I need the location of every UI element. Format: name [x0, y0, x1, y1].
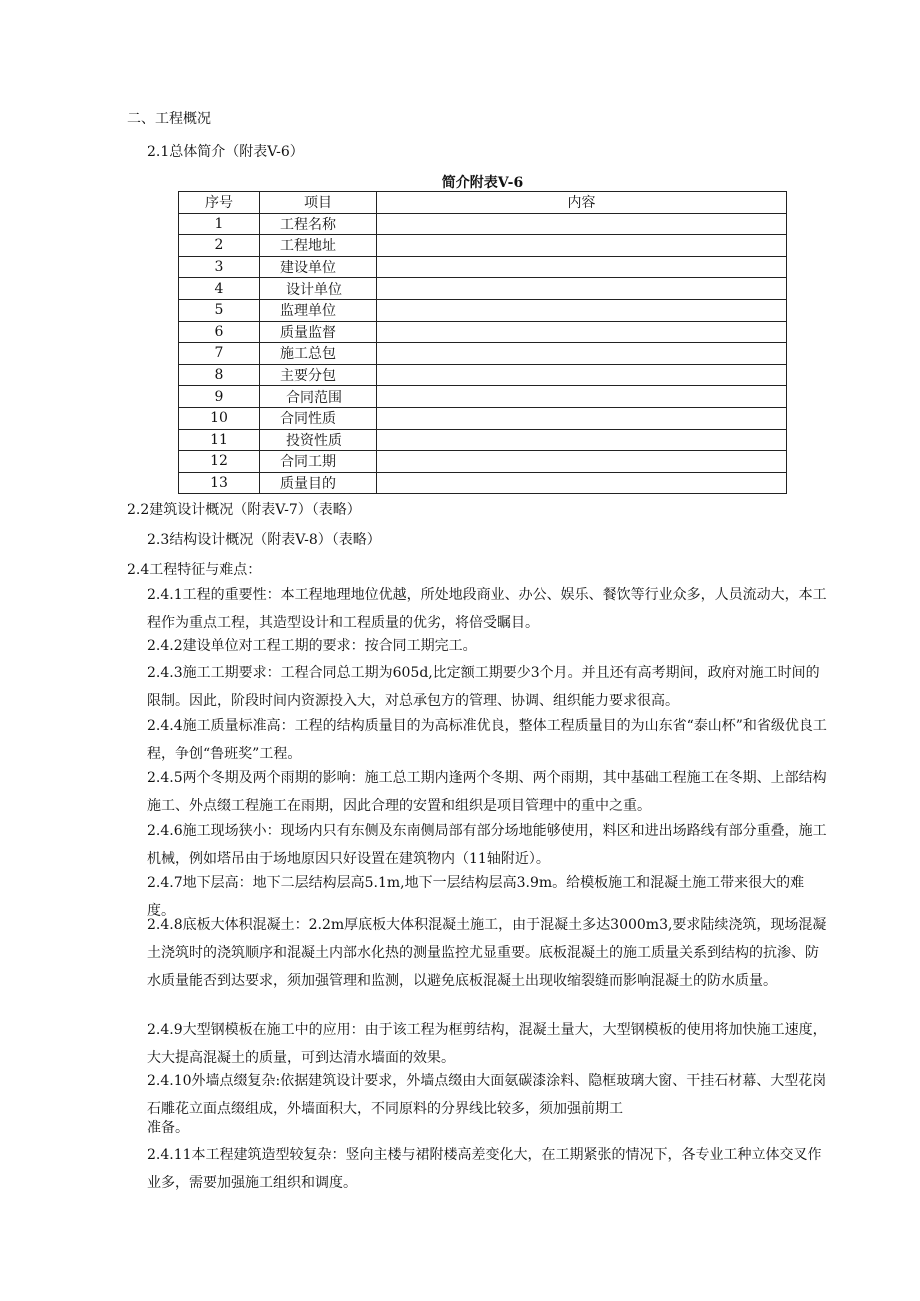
paragraph-2-4-8: 2.4.8底板大体积混凝土：2.2m厚底板大体积混凝土施工，由于混凝土多达3000m3,要求陆续浇筑，现场混凝土浇筑时的浇筑顺序和混凝土内部水化热的测量监控尤显重要。底板混凝土的施工质量关系到结构的抗渗、防水质量能否到达要求，须加强管理和监测，以避免底板混凝土出现收缩裂缝而影响混凝土的防水质量。	[147, 917, 827, 989]
table-row	[179, 299, 787, 321]
row-number: 13	[179, 472, 260, 494]
table-row	[179, 364, 787, 386]
paragraph-2-4-5: 2.4.5两个冬期及两个雨期的影响：施工总工期内逢两个冬期、两个雨期，其中基础工程施工在冬期、上部结构施工、外点缀工程施工在雨期，因此合理的安置和组织是项目管理中的重中之重。	[147, 770, 827, 814]
table-caption: 简介附表V-6	[441, 175, 524, 191]
row-number: 11	[179, 429, 260, 451]
table-row	[179, 278, 787, 300]
row-item: 合同性质	[260, 407, 377, 429]
row-item: 合同范围	[260, 386, 377, 408]
row-item: 投资性质	[260, 429, 377, 451]
row-content	[377, 278, 787, 300]
row-content	[377, 386, 787, 408]
row-item: 设计单位	[260, 278, 377, 300]
row-number: 5	[179, 299, 260, 321]
table-row	[179, 256, 787, 278]
row-item: 工程地址	[260, 235, 377, 257]
paragraph-2-4-2: 2.4.2建设单位对工程工期的要求：按合同工期完工。	[147, 638, 477, 654]
table-row	[179, 343, 787, 365]
row-content	[377, 213, 787, 235]
row-item: 质量目的	[260, 472, 377, 494]
subsection-2-3-title: 2.3结构设计概况（附表V-8）（表略）	[147, 532, 381, 548]
paragraph-2-4-10: 2.4.10外墙点缀复杂:依据建筑设计要求，外墙点缀由大面氨碳漆涂料、隐框玻璃大窗、干挂石材幕、大型花岗石雕花立面点缀组成，外墙面积大，不同原料的分界线比较多，须加强前期工	[147, 1073, 827, 1117]
header-content: 内容	[377, 192, 787, 214]
paragraph-2-4-6: 2.4.6施工现场狭小：现场内只有东侧及东南侧局部有部分场地能够使用，料区和进出场路线有部分重叠，施工机械，例如塔吊由于场地原因只好设置在建筑物内（11轴附近）。	[147, 823, 827, 867]
subsection-2-2-title: 2.2建筑设计概况（附表V-7）（表略）	[127, 502, 361, 518]
row-number: 12	[179, 451, 260, 473]
row-number: 6	[179, 321, 260, 343]
row-content	[377, 256, 787, 278]
row-content	[377, 235, 787, 257]
row-item: 施工总包	[260, 343, 377, 365]
table-row	[179, 472, 787, 494]
row-number: 9	[179, 386, 260, 408]
brief-table	[178, 191, 787, 494]
subsection-2-1-title: 2.1总体简介（附表V-6）	[147, 144, 304, 160]
header-item: 项目	[260, 192, 377, 214]
table-row	[179, 386, 787, 408]
row-content	[377, 407, 787, 429]
row-item: 建设单位	[260, 256, 377, 278]
table-row	[179, 451, 787, 473]
row-content	[377, 299, 787, 321]
row-content	[377, 364, 787, 386]
row-item: 合同工期	[260, 451, 377, 473]
table-row	[179, 213, 787, 235]
table-row	[179, 321, 787, 343]
paragraph-2-4-7: 2.4.7地下层高：地下二层结构层高5.1m,地下一层结构层高3.9m。给模板施工和混凝土施工带来很大的难度。	[147, 875, 805, 919]
paragraph-2-4-1: 2.4.1工程的重要性：本工程地理地位优越，所处地段商业、办公、娱乐、餐饮等行业众多，人员流动大，本工程作为重点工程，其造型设计和工程质量的优劣，将倍受瞩目。	[147, 587, 827, 631]
row-content	[377, 429, 787, 451]
row-content	[377, 451, 787, 473]
row-item: 监理单位	[260, 299, 377, 321]
row-item: 质量监督	[260, 321, 377, 343]
row-number: 1	[179, 213, 260, 235]
row-content	[377, 343, 787, 365]
row-item: 工程名称	[260, 213, 377, 235]
table-row	[179, 429, 787, 451]
table-header-row	[179, 192, 787, 214]
table-row	[179, 407, 787, 429]
row-number: 2	[179, 235, 260, 257]
row-content	[377, 321, 787, 343]
paragraph-2-4-11: 2.4.11本工程建筑造型较复杂：竖向主楼与裙附楼高差变化大，在工期紧张的情况下，各专业工种立体交叉作业多，需要加强施工组织和调度。	[147, 1147, 822, 1191]
row-content	[377, 472, 787, 494]
paragraph-2-4-9: 2.4.9大型钢模板在施工中的应用：由于该工程为框剪结构，混凝土量大，大型钢模板的使用将加快施工速度，大大提高混凝土的质量，可到达清水墙面的效果。	[147, 1022, 827, 1066]
section-title: 二、工程概况	[127, 111, 211, 127]
row-number: 3	[179, 256, 260, 278]
paragraph-2-4-4: 2.4.4施工质量标准高：工程的结构质量目的为高标准优良，整体工程质量目的为山东省“泰山杯”和省级优良工程，争创“鲁班奖”工程。	[147, 718, 827, 762]
row-number: 4	[179, 278, 260, 300]
paragraph-2-4-10-continuation: 准备。	[147, 1120, 189, 1136]
table-row	[179, 235, 787, 257]
subsection-2-4-title: 2.4工程特征与难点：	[127, 562, 262, 578]
paragraph-2-4-3: 2.4.3施工工期要求：工程合同总工期为605d,比定额工期要少3个月。并且还有高考期间，政府对施工时间的限制。因此，阶段时间内资源投入大，对总承包方的管理、协调、组织能力要求很高。	[147, 665, 820, 709]
header-no: 序号	[179, 192, 260, 214]
row-number: 10	[179, 407, 260, 429]
row-number: 7	[179, 343, 260, 365]
row-number: 8	[179, 364, 260, 386]
row-item: 主要分包	[260, 364, 377, 386]
